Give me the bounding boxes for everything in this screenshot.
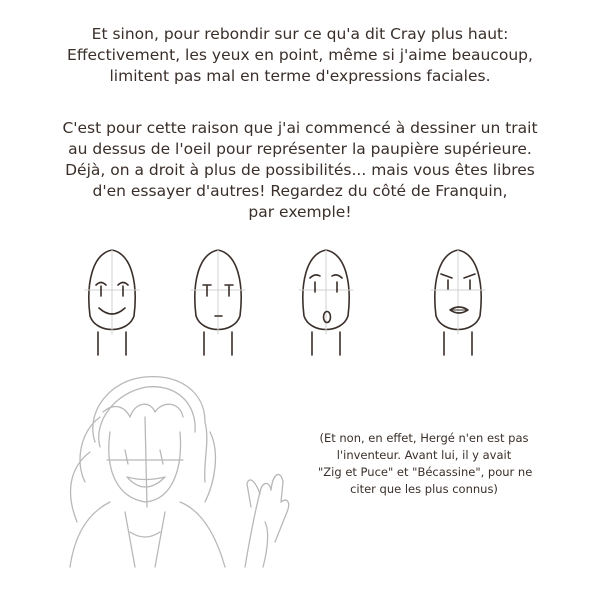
angry-face-drawing [431,250,485,355]
text-line: par exemple! [248,203,352,221]
text-line: au dessus de l'oeil pour représenter la paupière supérieure. [68,140,532,158]
text-line: Déjà, on a droit à plus de possibilités... mais vous êtes libres [65,161,535,179]
text-line: citer que les plus connus) [350,482,498,496]
text-line: l'inventeur. Avant lui, il y avait [336,448,512,462]
text-line: Et sinon, pour rebondir sur ce qu'a dit Cray plus haut: [91,25,509,43]
text-line: Effectivement, les yeux en point, même si j'aime beaucoup, [67,46,533,64]
text-line: "Zig et Puce" et "Bécassine", pour ne [318,465,533,479]
surprised-face-drawing [299,250,353,355]
happy-face-drawing [85,250,139,355]
intro-paragraph [40,24,560,87]
face-expressions-illustration [0,240,600,365]
text-line: d'en essayer d'autres! Regardez du côté de Franquin, [92,182,508,200]
aside-note [318,430,533,498]
text-line: limitent pas mal en terme d'expressions faciales. [109,67,491,85]
text-line: C'est pour cette raison que j'ai commencé à dessiner un trait [62,119,538,137]
text-line: (Et non, en effet, Hergé n'en est pas [319,431,529,445]
character-sketch-drawing [55,372,295,572]
explanation-paragraph [40,118,560,223]
neutral-face-drawing [191,250,245,355]
